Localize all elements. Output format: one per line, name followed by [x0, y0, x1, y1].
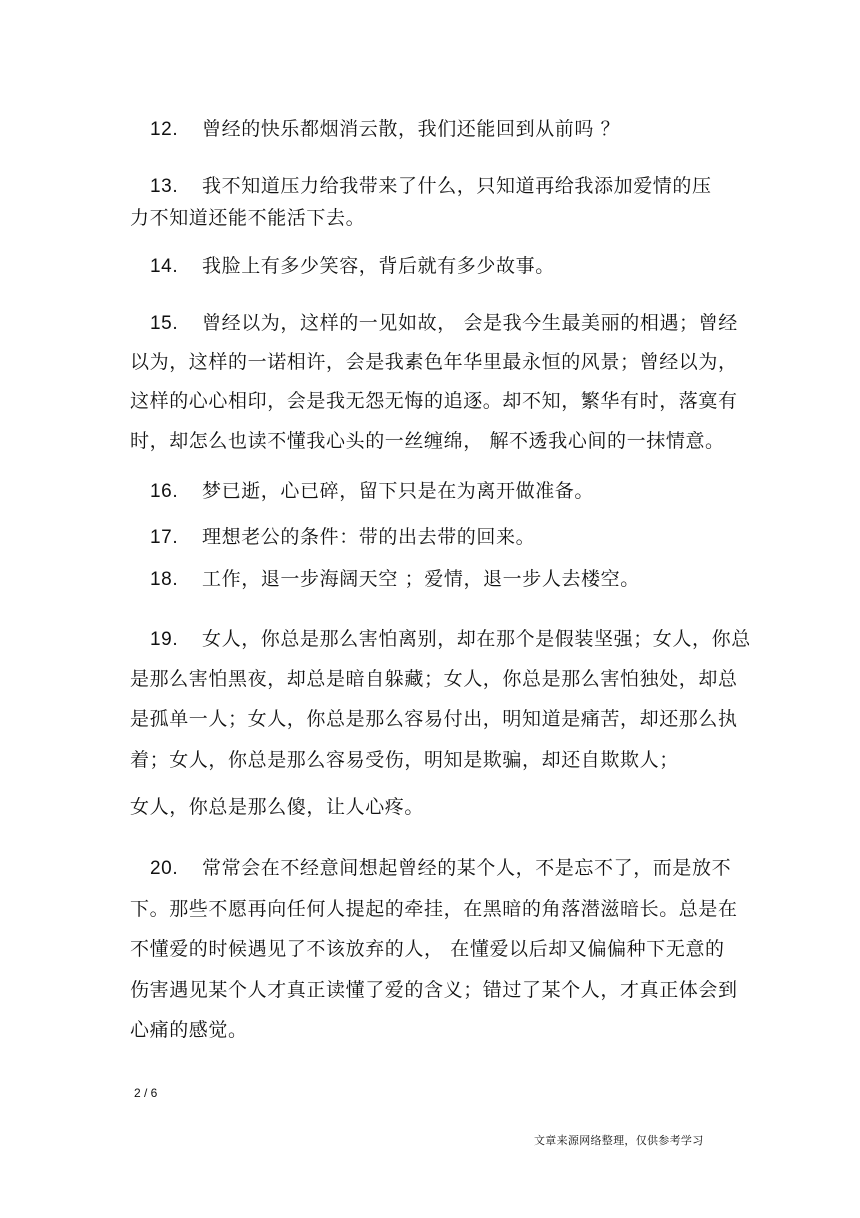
quote-12-line-1 — [150, 117, 620, 142]
footer-note: 文章来源网络整理，仅供参考学习 — [534, 1134, 704, 1147]
quote-20-line-4: 伤害遇见某个人才真正读懂了爱的含义；错过了某个人，才真正体会到 — [130, 979, 738, 1001]
quote-number: 15. — [150, 313, 179, 334]
quote-text: 曾经以为，这样的一见如故， 会是我今生最美丽的相遇；曾经 — [202, 312, 738, 334]
quote-15-line-4: 时，却怎么也读不懂我心头的一丝缠绵， 解不透我心间的一抹情意。 — [130, 430, 725, 452]
quote-17-line-1 — [150, 525, 535, 550]
quote-number: 12. — [150, 119, 179, 140]
quote-19-line-4: 着；女人，你总是那么容易受伤，明知是欺骗，却还自欺欺人； — [130, 749, 679, 771]
quote-13-line-2: 力不知道还能不能活下去。 — [130, 207, 366, 229]
quote-number: 14. — [150, 256, 179, 277]
quote-15-line-2: 以为，这样的一诺相许，会是我素色年华里最永恒的风景；曾经以为， — [130, 351, 738, 373]
quote-number: 18. — [150, 569, 179, 590]
quote-16-line-1 — [150, 479, 594, 504]
quote-number: 20. — [150, 858, 179, 879]
quote-text: 我不知道压力给我带来了什么，只知道再给我添加爱情的压 — [202, 175, 712, 197]
quote-19-line-2: 是那么害怕黑夜，却总是暗自躲藏；女人，你总是那么害怕独处，却总 — [130, 668, 738, 690]
quote-text: 女人，你总是那么害怕离别，却在那个是假装坚强；女人，你总 — [202, 628, 751, 650]
quote-14-line-1 — [150, 254, 555, 279]
quote-20-line-5: 心痛的感觉。 — [130, 1019, 248, 1041]
quote-number: 16. — [150, 481, 179, 502]
quote-19-line-3: 是孤单一人；女人，你总是那么容易付出，明知道是痛苦，却还那么执 — [130, 708, 738, 730]
quote-20-line-3: 不懂爱的时候遇见了不该放弃的人， 在懂爱以后却又偏偏种下无意的 — [130, 938, 725, 960]
quote-15-line-3: 这样的心心相印，会是我无怨无悔的追逐。却不知，繁华有时，落寞有 — [130, 390, 738, 412]
quote-13-line-1 — [150, 174, 712, 199]
quote-20-line-1 — [150, 856, 731, 881]
quote-number: 17. — [150, 527, 179, 548]
quote-text: 常常会在不经意间想起曾经的某个人，不是忘不了，而是放不 — [202, 857, 732, 879]
quote-text: 曾经的快乐都烟消云散，我们还能回到从前吗 ？ — [202, 118, 621, 140]
page-number: 2 / 6 — [134, 1086, 158, 1100]
quote-text: 工作，退一步海阔天空 ；爱情，退一步人去楼空。 — [202, 568, 640, 590]
quote-text: 梦已逝，心已碎，留下只是在为离开做准备。 — [202, 480, 595, 502]
quote-19-line-5: 女人，你总是那么傻，让人心疼。 — [130, 796, 425, 818]
quote-text: 我脸上有多少笑容，背后就有多少故事。 — [202, 255, 555, 277]
quote-text: 理想老公的条件：带的出去带的回来。 — [202, 526, 536, 548]
quote-19-line-1 — [150, 627, 751, 652]
quote-18-line-1 — [150, 567, 640, 592]
quote-number: 19. — [150, 629, 179, 650]
quote-20-line-2: 下。那些不愿再向任何人提起的牵挂，在黑暗的角落潜滋暗长。总是在 — [130, 898, 738, 920]
quote-number: 13. — [150, 176, 179, 197]
quote-15-line-1 — [150, 311, 738, 336]
